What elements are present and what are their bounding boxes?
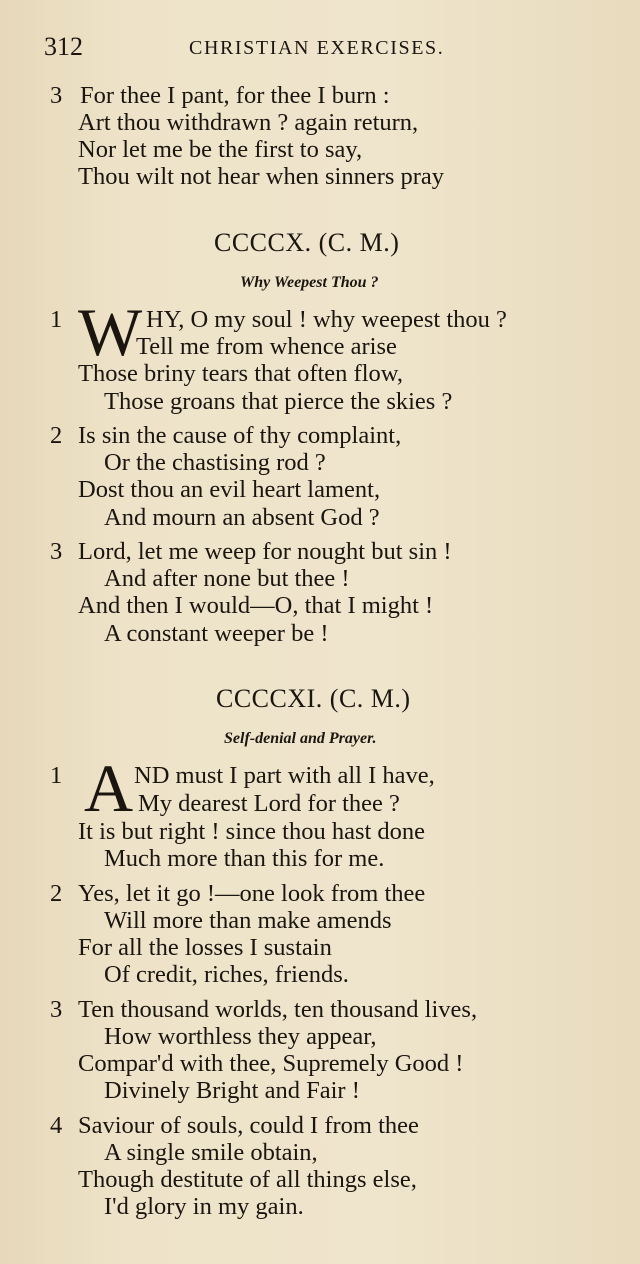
verse-line: Saviour of souls, could I from thee — [78, 1112, 419, 1139]
verse-line: Compar'd with thee, Supremely Good ! — [78, 1050, 464, 1077]
stanza-number: 3 — [50, 996, 63, 1023]
stanza-number: 2 — [50, 422, 63, 449]
verse-line: HY, O my soul ! why weepest thou ? — [146, 306, 507, 333]
drop-cap: W — [78, 294, 143, 370]
verse-line: Those briny tears that often flow, — [78, 360, 403, 387]
hymn-subtitle: Why Weepest Thou ? — [240, 274, 379, 291]
verse-line: Lord, let me weep for nought but sin ! — [78, 538, 452, 565]
hymn-subtitle: Self-denial and Prayer. — [224, 730, 377, 747]
verse-line: Of credit, riches, friends. — [104, 961, 349, 988]
verse-line: Ten thousand worlds, ten thousand lives, — [78, 996, 478, 1023]
verse-line: A constant weeper be ! — [104, 620, 329, 647]
verse-line: Tell me from whence arise — [136, 333, 397, 360]
verse-line: For all the losses I sustain — [78, 934, 332, 961]
stanza-number: 4 — [50, 1112, 63, 1139]
stanza-number: 2 — [50, 880, 63, 907]
page-number: 312 — [44, 32, 83, 61]
verse-line: ND must I part with all I have, — [134, 762, 435, 789]
verse-line: Those groans that pierce the skies ? — [104, 388, 453, 415]
stanza-number: 3 — [50, 538, 63, 565]
verse-line: Art thou withdrawn ? again return, — [78, 109, 419, 136]
verse-line: Or the chastising rod ? — [104, 449, 326, 476]
running-head — [44, 32, 604, 66]
verse-line: Nor let me be the first to say, — [78, 136, 363, 163]
verse-line: Dost thou an evil heart lament, — [78, 476, 381, 503]
verse-line: Much more than this for me. — [104, 845, 385, 872]
verse-line: It is but right ! since thou hast done — [78, 818, 426, 845]
running-title: CHRISTIAN EXERCISES. — [189, 37, 445, 59]
verse-line: Though destitute of all things else, — [78, 1166, 417, 1193]
verse-line: A single smile obtain, — [104, 1139, 318, 1166]
stanza-number: 1 — [50, 306, 63, 333]
verse-line: Yes, let it go !—one look from thee — [78, 880, 426, 907]
verse-line: My dearest Lord for thee ? — [138, 790, 400, 817]
verse-line: For thee I pant, for thee I burn : — [80, 82, 390, 109]
hymn-title: CCCCX. (C. M.) — [214, 228, 400, 257]
verse-line: Thou wilt not hear when sinners pray — [78, 163, 445, 190]
verse-line: Is sin the cause of thy complaint, — [78, 422, 402, 449]
verse-line: How worthless they appear, — [104, 1023, 377, 1050]
stanza-number: 1 — [50, 762, 63, 789]
verse-line: And mourn an absent God ? — [104, 504, 380, 531]
verse-line: And after none but thee ! — [104, 565, 350, 592]
verse-line: Will more than make amends — [104, 907, 392, 934]
verse-line: I'd glory in my gain. — [104, 1193, 304, 1220]
verse-line: And then I would—O, that I might ! — [78, 592, 434, 619]
verse-line: Divinely Bright and Fair ! — [104, 1077, 360, 1104]
drop-cap: A — [84, 750, 134, 826]
stanza-number: 3 — [50, 82, 63, 109]
hymn-title: CCCCXI. (C. M.) — [216, 684, 411, 713]
